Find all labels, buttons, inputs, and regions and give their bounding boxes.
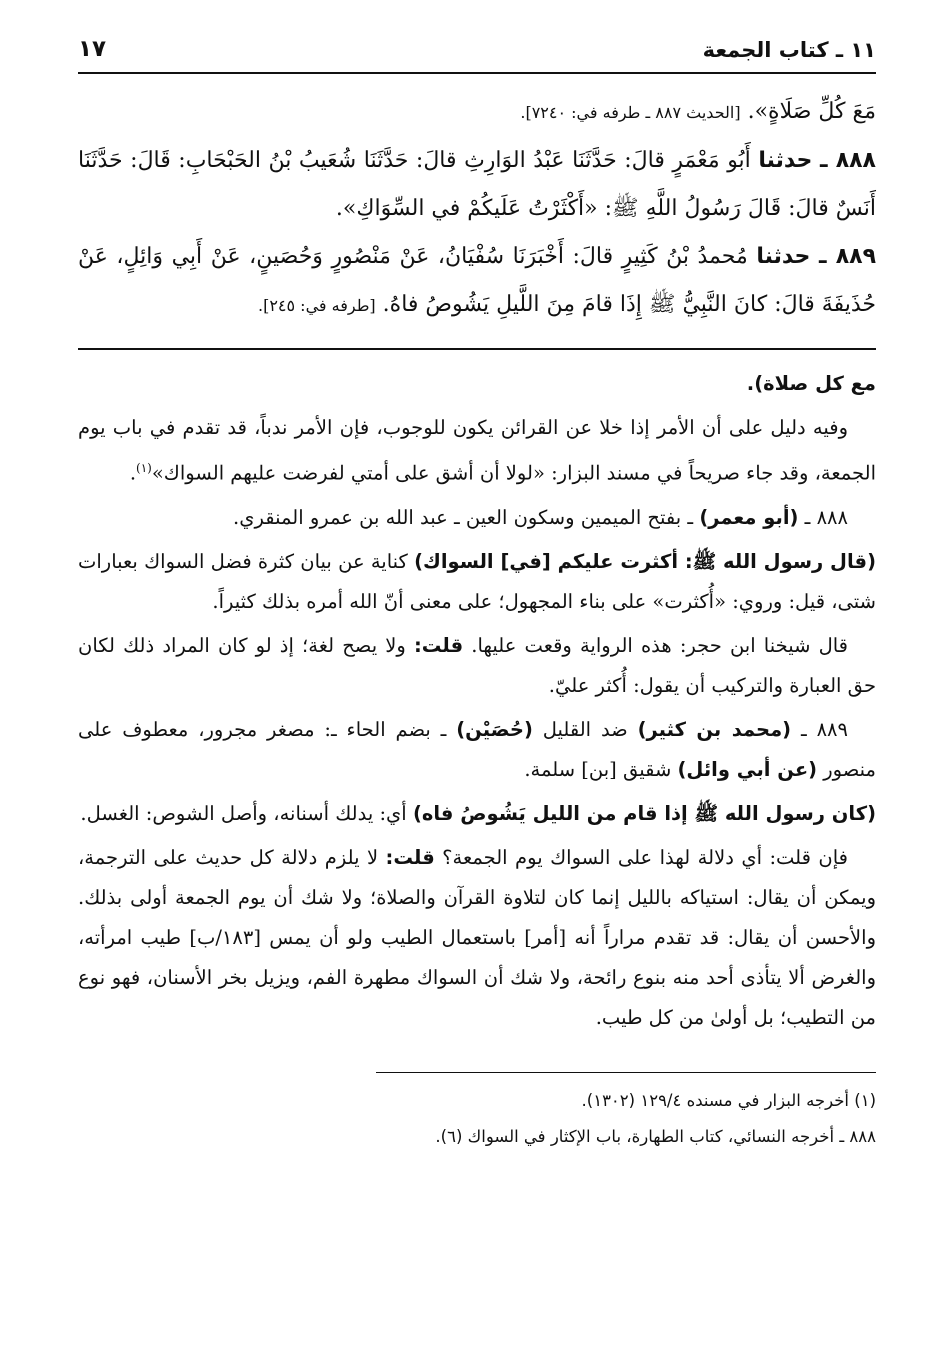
book-page <box>78 30 876 1330</box>
commentary-para-8 <box>78 838 876 1038</box>
hadith-888-number: ٨٨٨ ـ <box>819 148 876 173</box>
hadith-889-lead: حدثنا <box>756 244 811 269</box>
commentary-section <box>78 364 876 1038</box>
commentary-text: ولا يصح لغة؛ إذ لو كان المراد ذلك لكان حق العبارة والتركيب أن يقول: أُكثر عليّ. <box>78 633 876 697</box>
commentary-para-7 <box>78 794 876 834</box>
commentary-lemma: (محمد بن كثير) <box>637 717 792 741</box>
footnote-divider <box>376 1072 876 1073</box>
hadith-889 <box>78 233 876 330</box>
commentary-text: فإن قلت: أي دلالة لهذا على السواك يوم الجمعة؟ <box>442 845 848 869</box>
hadith-887-end <box>78 88 876 137</box>
commentary-para-3 <box>78 498 876 538</box>
hadith-889-text: مُحمدُ بْنُ كَثِيرٍ قالَ: أَخْبَرَنَا سُفْيَانُ، عَنْ مَنْصُورٍ وَحُصَينٍ، عَنْ أَبِي وَائِلٍ، عَنْ حُذَيفَةَ قالَ: كانَ النَّبِيُّ ﷺ إِذَا قامَ مِنَ اللَّيلِ يَشُوصُ فاهُ. <box>78 244 876 317</box>
commentary-para-5 <box>78 626 876 706</box>
commentary-text: أي: يدلك أسنانه، وأصل الشوص: الغسل. <box>80 801 407 825</box>
hadith-888 <box>78 137 876 233</box>
footnote-1: (١) أخرجه البزار في مسنده ١٢٩/٤ (١٣٠٢). <box>581 1090 876 1110</box>
hadith-887-text: مَعَ كُلِّ صَلَاةٍ». <box>747 99 876 124</box>
hadith-887-ref: [الحديث ٨٨٧ ـ طرفه في: ٧٢٤٠]. <box>520 103 741 122</box>
commentary-para-2 <box>78 408 876 494</box>
commentary-text: لا يلزم دلالة كل حديث على الترجمة، ويمكن أن يقال: استياكه بالليل إنما كان لتلاوة القرآن والصلاة؛ ولا شك أن يوم الجمعة أولى بذلك. والأحسن أن يقال: قد تقدم مراراً أنه [أمر] باستعمال الطيب ولو أن يمس [١٨٣/ب] طيب امرأته، والغرض ألا يتأذى أحد منه بنوع رائحة، ولا شك أن السواك مطهرة الفم، ويزيل بخر الأسنان، فهو نوع من التطيب؛ بل أولىٰ من كل طيب. <box>78 845 876 1029</box>
commentary-text: شقيق [بن] سلمة. <box>524 757 672 781</box>
commentary-lemma: (قال رسول الله ﷺ: أكثرت عليكم [في] السواك) <box>414 549 876 573</box>
commentary-lemma: قلت: <box>385 845 435 869</box>
commentary-text: ضد القليل <box>542 717 628 741</box>
hadith-888-text: أَبُو مَعْمَرٍ قالَ: حَدَّثَنَا عَبْدُ الوَارِثِ قالَ: حَدَّثَنَا شُعَيبُ بْنُ الحَبْحَابِ: قَالَ: حَدَّثَنَا أَنَسٌ قالَ: قَالَ رَسُولُ اللَّهِ ﷺ: «أَكْثَرْتُ عَلَيكُمْ في السِّوَاكِ». <box>78 148 876 221</box>
hadith-number: ٨٨٨ ـ <box>804 505 848 529</box>
commentary-lemma: (أبو معمر) <box>699 505 799 529</box>
commentary-para-4 <box>78 542 876 622</box>
commentary-text: ـ بضم الحاء ـ: مصغر مجرور، معطوف على منصور <box>78 717 876 781</box>
commentary-lemma: (عن أبي وائل) <box>677 757 818 781</box>
hadith-text-section <box>78 88 876 330</box>
page-number: ١٧ <box>78 36 107 62</box>
commentary-text: وفيه دليل على أن الأمر إذا خلا عن القرائن يكون للوجوب، فإن الأمر ندباً، قد تقدم في باب يوم الجمعة، وقد جاء صريحاً في مسند البزار: «لولا أن أشق على أمتي لفرضت عليهم السواك» <box>78 416 876 485</box>
commentary-lemma: (حُصَيْن) <box>456 717 533 741</box>
commentary-text: ـ بفتح الميمين وسكون العين ـ عبد الله بن عمرو المنقري. <box>233 505 694 529</box>
commentary-para-6 <box>78 710 876 790</box>
commentary-lemma: مع كل صلاة). <box>746 372 876 395</box>
commentary-text: قال شيخنا ابن حجر: هذه الرواية وقعت عليها. <box>471 633 849 657</box>
page-header <box>78 30 876 74</box>
chapter-title: ١١ ـ كتاب الجمعة <box>702 38 876 62</box>
hadith-888-lead: حدثنا <box>758 148 813 173</box>
hadith-number: ٨٨٩ ـ <box>800 717 848 741</box>
commentary-para-1 <box>78 364 876 404</box>
footnotes <box>78 1083 876 1155</box>
commentary-lemma: (كان رسول الله ﷺ إذا قام من الليل يَشُوصُ فاه) <box>412 801 876 825</box>
hadith-889-number: ٨٨٩ ـ <box>818 244 877 269</box>
hadith-889-ref: [طرفه في: ٢٤٥]. <box>257 296 376 315</box>
commentary-lemma: قلت: <box>413 633 464 657</box>
section-divider <box>78 348 876 350</box>
commentary-text: . <box>129 461 137 485</box>
footnote-888: ٨٨٨ ـ أخرجه النسائي، كتاب الطهارة، باب الإكثار في السواك (٦). <box>435 1126 876 1146</box>
footnote-marker: (١) <box>136 461 152 475</box>
commentary-text: كناية عن بيان كثرة فضل السواك بعبارات شتى، قيل: وروي: «أُكثرت» على بناء المجهول؛ على معنى أنّ الله أمره بذلك كثيراً. <box>78 549 876 613</box>
